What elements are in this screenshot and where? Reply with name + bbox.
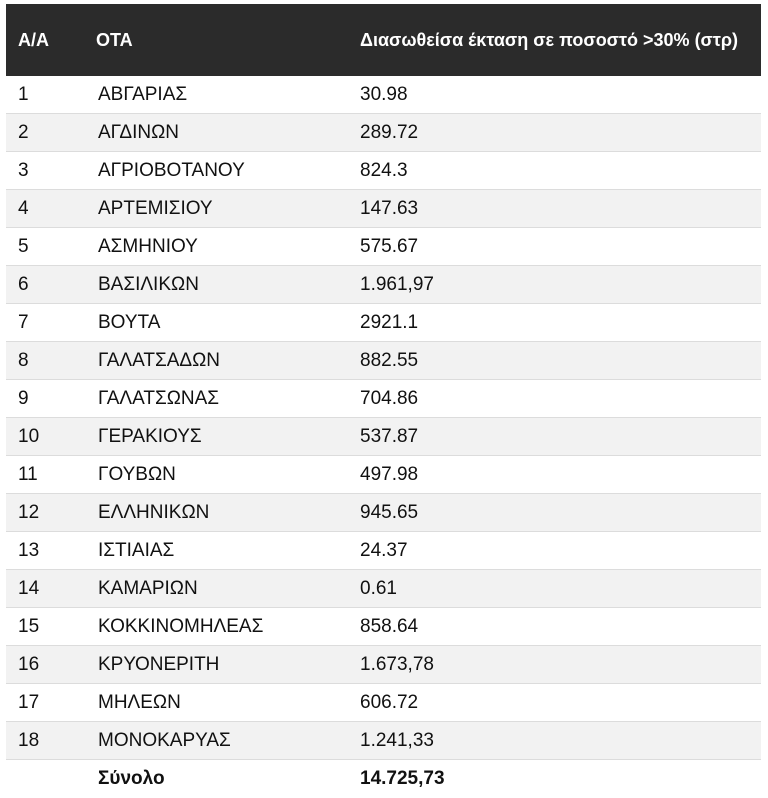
- cell-aa: 9: [6, 380, 76, 418]
- cell-value: 2921.1: [352, 304, 761, 342]
- table-row: [6, 152, 761, 190]
- cell-aa: 4: [6, 190, 76, 228]
- table-row: [6, 570, 761, 608]
- table-row: [6, 304, 761, 342]
- cell-value: 1.241,33: [352, 722, 761, 760]
- table-row: [6, 494, 761, 532]
- cell-value: 30.98: [352, 76, 761, 114]
- cell-value: 882.55: [352, 342, 761, 380]
- cell-ota: ΑΒΓΑΡΙΑΣ: [76, 76, 352, 114]
- table-row: [6, 190, 761, 228]
- cell-ota: ΑΓΔΙΝΩΝ: [76, 114, 352, 152]
- cell-ota: ΜΗΛΕΩΝ: [76, 684, 352, 722]
- cell-aa: 5: [6, 228, 76, 266]
- table-row: [6, 76, 761, 114]
- cell-aa: 3: [6, 152, 76, 190]
- table-row: [6, 114, 761, 152]
- table-row: [6, 608, 761, 646]
- cell-value: 704.86: [352, 380, 761, 418]
- cell-aa: 15: [6, 608, 76, 646]
- cell-value: 575.67: [352, 228, 761, 266]
- cell-ota: ΙΣΤΙΑΙΑΣ: [76, 532, 352, 570]
- cell-aa: 10: [6, 418, 76, 456]
- cell-aa: 1: [6, 76, 76, 114]
- cell-ota: ΓΕΡΑΚΙΟΥΣ: [76, 418, 352, 456]
- data-table-container: [6, 4, 764, 798]
- cell-ota: ΕΛΛΗΝΙΚΩΝ: [76, 494, 352, 532]
- cell-value: 606.72: [352, 684, 761, 722]
- table-row: [6, 684, 761, 722]
- cell-value: 858.64: [352, 608, 761, 646]
- cell-aa: 17: [6, 684, 76, 722]
- cell-ota: ΚΑΜΑΡΙΩΝ: [76, 570, 352, 608]
- cell-aa: 14: [6, 570, 76, 608]
- header-value: Διασωθείσα έκταση σε ποσοστό >30% (στρ): [352, 4, 761, 76]
- cell-ota: ΜΟΝΟΚΑΡΥΑΣ: [76, 722, 352, 760]
- table-row: [6, 722, 761, 760]
- table-row: [6, 266, 761, 304]
- cell-value: 945.65: [352, 494, 761, 532]
- cell-value: 1.961,97: [352, 266, 761, 304]
- table-row: [6, 456, 761, 494]
- cell-ota: ΚΟΚΚΙΝΟΜΗΛΕΑΣ: [76, 608, 352, 646]
- total-row: [6, 760, 761, 798]
- cell-ota: ΒΟΥΤΑ: [76, 304, 352, 342]
- table-row: [6, 532, 761, 570]
- cell-aa: 18: [6, 722, 76, 760]
- table-body: [6, 76, 761, 798]
- header-row: [6, 4, 761, 76]
- total-empty-cell: [6, 760, 76, 798]
- cell-aa: 12: [6, 494, 76, 532]
- cell-aa: 2: [6, 114, 76, 152]
- cell-value: 1.673,78: [352, 646, 761, 684]
- total-value: 14.725,73: [352, 760, 761, 798]
- cell-ota: ΑΣΜΗΝΙΟΥ: [76, 228, 352, 266]
- cell-ota: ΓΑΛΑΤΣΑΔΩΝ: [76, 342, 352, 380]
- header-ota: ΟΤΑ: [76, 4, 352, 76]
- cell-aa: 7: [6, 304, 76, 342]
- cell-ota: ΑΓΡΙΟΒΟΤΑΝΟΥ: [76, 152, 352, 190]
- cell-value: 147.63: [352, 190, 761, 228]
- header-aa: Α/Α: [6, 4, 76, 76]
- cell-value: 24.37: [352, 532, 761, 570]
- table-row: [6, 646, 761, 684]
- table-row: [6, 228, 761, 266]
- table-row: [6, 380, 761, 418]
- cell-value: 497.98: [352, 456, 761, 494]
- table-row: [6, 342, 761, 380]
- cell-ota: ΓΟΥΒΩΝ: [76, 456, 352, 494]
- cell-ota: ΓΑΛΑΤΣΩΝΑΣ: [76, 380, 352, 418]
- data-table: [6, 4, 761, 798]
- cell-aa: 6: [6, 266, 76, 304]
- table-header: [6, 4, 761, 76]
- cell-aa: 11: [6, 456, 76, 494]
- cell-ota: ΚΡΥΟΝΕΡΙΤΗ: [76, 646, 352, 684]
- cell-ota: ΒΑΣΙΛΙΚΩΝ: [76, 266, 352, 304]
- cell-aa: 13: [6, 532, 76, 570]
- table-row: [6, 418, 761, 456]
- cell-value: 0.61: [352, 570, 761, 608]
- cell-value: 824.3: [352, 152, 761, 190]
- total-label: Σύνολο: [76, 760, 352, 798]
- cell-aa: 16: [6, 646, 76, 684]
- cell-ota: ΑΡΤΕΜΙΣΙΟΥ: [76, 190, 352, 228]
- cell-aa: 8: [6, 342, 76, 380]
- cell-value: 289.72: [352, 114, 761, 152]
- cell-value: 537.87: [352, 418, 761, 456]
